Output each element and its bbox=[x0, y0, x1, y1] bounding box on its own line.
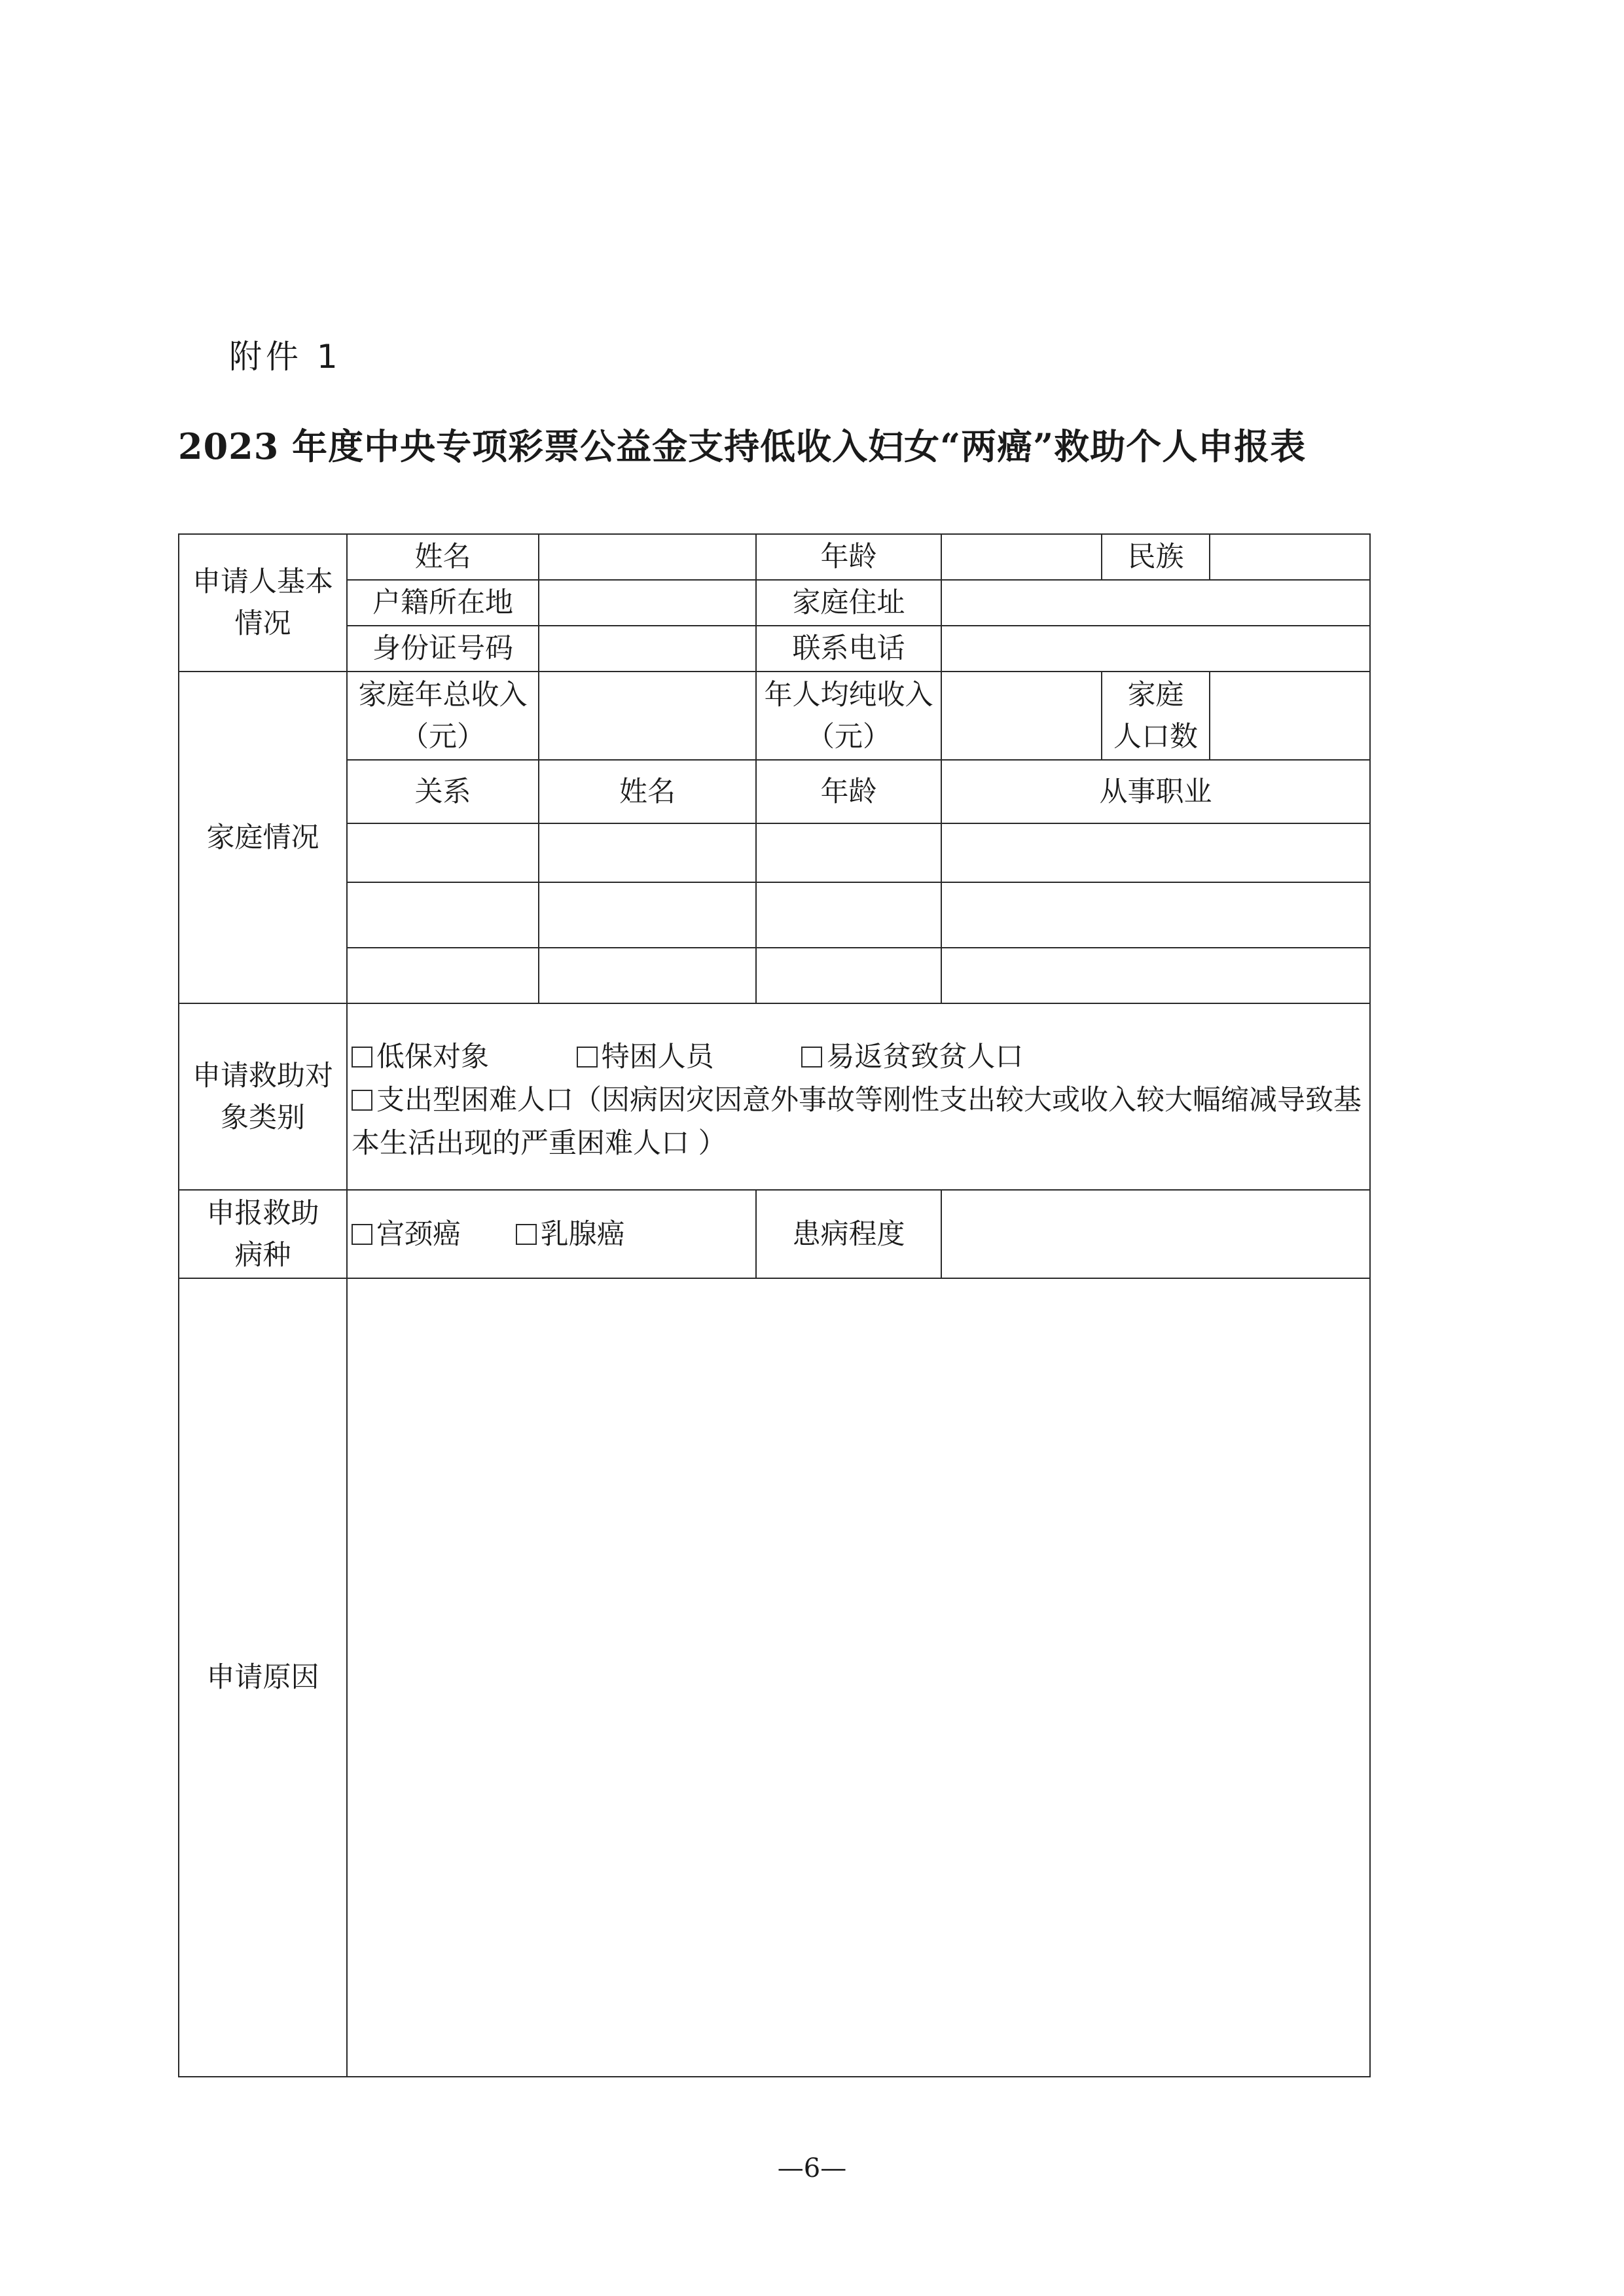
family-size-text-1: 家庭 bbox=[1127, 678, 1184, 711]
member-relation-field[interactable] bbox=[347, 948, 539, 1003]
address-label: 家庭住址 bbox=[756, 580, 941, 626]
column-occupation: 从事职业 bbox=[941, 760, 1370, 823]
family-size-text-2: 人口数 bbox=[1113, 720, 1198, 753]
phone-label: 联系电话 bbox=[756, 626, 941, 672]
severity-field[interactable] bbox=[941, 1190, 1370, 1278]
member-occupation-field[interactable] bbox=[941, 882, 1370, 948]
household-label: 户籍所在地 bbox=[347, 580, 539, 626]
per-capita-income-text: 年人均纯收入 bbox=[764, 678, 933, 711]
option-fanpin[interactable]: 易返贫致贫人口 bbox=[801, 1035, 1023, 1079]
annual-income-label bbox=[347, 672, 539, 760]
checkbox-icon[interactable] bbox=[352, 1090, 372, 1111]
option-tekun[interactable]: 特困人员 bbox=[577, 1035, 714, 1079]
family-member-row bbox=[179, 882, 1370, 948]
address-field[interactable] bbox=[941, 580, 1370, 626]
annual-income-text: 家庭年总收入 bbox=[358, 678, 528, 711]
member-age-field[interactable] bbox=[756, 882, 941, 948]
member-occupation-field[interactable] bbox=[941, 948, 1370, 1003]
option-expenditure-text: 支出型困难人口（因病因灾因意外事故等刚性支出较大或收入较大幅缩减导致基本生活出现的严重困难人口 ） bbox=[352, 1083, 1362, 1160]
member-name-field[interactable] bbox=[539, 882, 756, 948]
attachment-label: 附件 1 bbox=[229, 338, 342, 376]
family-member-row bbox=[179, 948, 1370, 1003]
checkbox-icon[interactable] bbox=[352, 1224, 372, 1245]
reason-section-label: 申请原因 bbox=[179, 1278, 347, 2077]
member-name-field[interactable] bbox=[539, 823, 756, 882]
per-capita-income-unit: （元） bbox=[806, 720, 891, 753]
family-member-row bbox=[179, 823, 1370, 882]
category-options bbox=[347, 1003, 1370, 1190]
member-name-field[interactable] bbox=[539, 948, 756, 1003]
checkbox-icon[interactable] bbox=[801, 1047, 822, 1067]
annual-income-field[interactable] bbox=[539, 672, 756, 760]
applicant-section-label: 申请人基本情况 bbox=[179, 534, 347, 672]
checkbox-icon[interactable] bbox=[352, 1047, 372, 1067]
category-section-label: 申请救助对象类别 bbox=[179, 1003, 347, 1190]
disease-options bbox=[347, 1190, 756, 1278]
id-number-label: 身份证号码 bbox=[347, 626, 539, 672]
per-capita-income-label bbox=[756, 672, 941, 760]
family-size-field[interactable] bbox=[1210, 672, 1370, 760]
option-breast[interactable]: 乳腺癌 bbox=[516, 1213, 625, 1255]
option-cervical[interactable]: 宫颈癌 bbox=[352, 1213, 461, 1255]
page-title: 2023 年度中央专项彩票公益金支持低收入妇女“两癌”救助个人申报表 bbox=[178, 425, 1307, 467]
checkbox-icon[interactable] bbox=[577, 1047, 598, 1067]
member-age-field[interactable] bbox=[756, 948, 941, 1003]
option-expenditure[interactable] bbox=[352, 1079, 1365, 1165]
severity-label: 患病程度 bbox=[756, 1190, 941, 1278]
family-section-label: 家庭情况 bbox=[179, 672, 347, 1003]
column-relation: 关系 bbox=[347, 760, 539, 823]
reason-field[interactable] bbox=[347, 1278, 1370, 2077]
member-occupation-field[interactable] bbox=[941, 823, 1370, 882]
age-label: 年龄 bbox=[756, 534, 941, 580]
ethnicity-field[interactable] bbox=[1210, 534, 1370, 580]
age-field[interactable] bbox=[941, 534, 1102, 580]
page-number: —6— bbox=[777, 2153, 847, 2183]
per-capita-income-field[interactable] bbox=[941, 672, 1102, 760]
checkbox-icon[interactable] bbox=[516, 1224, 537, 1245]
id-number-field[interactable] bbox=[539, 626, 756, 672]
disease-section-label: 申报救助病种 bbox=[179, 1190, 347, 1278]
column-name: 姓名 bbox=[539, 760, 756, 823]
application-form bbox=[178, 533, 1371, 2077]
member-relation-field[interactable] bbox=[347, 882, 539, 948]
household-field[interactable] bbox=[539, 580, 756, 626]
annual-income-unit: （元） bbox=[401, 720, 485, 753]
family-size-label bbox=[1102, 672, 1210, 760]
phone-field[interactable] bbox=[941, 626, 1370, 672]
member-relation-field[interactable] bbox=[347, 823, 539, 882]
name-label: 姓名 bbox=[347, 534, 539, 580]
column-age: 年龄 bbox=[756, 760, 941, 823]
option-dibao[interactable]: 低保对象 bbox=[352, 1035, 489, 1079]
name-field[interactable] bbox=[539, 534, 756, 580]
member-age-field[interactable] bbox=[756, 823, 941, 882]
ethnicity-label: 民族 bbox=[1102, 534, 1210, 580]
